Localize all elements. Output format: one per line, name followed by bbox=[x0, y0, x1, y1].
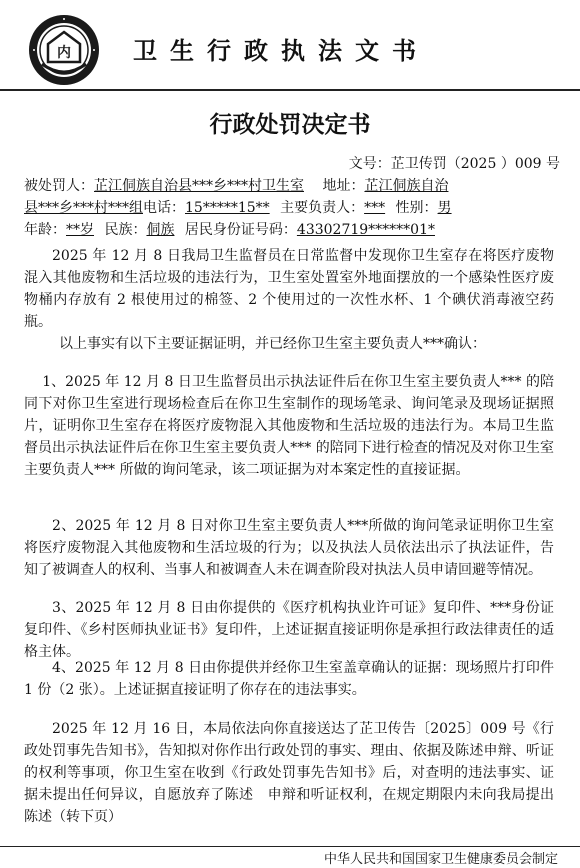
notice-paragraph: 2025 年 12 月 16 日，本局依法向你直接送达了芷卫传告〔2025〕009 号《行政处罚事先告知书》，告知拟对你作出行政处罚的事实、理由、依据及陈述申辩、听证的权利等事项，你卫生室在收到《行政处罚事先告知书》后，对查明的违法事实、证据未提出任何异议，自愿放弃了陈述 申辩和听证权利，在规定期限内未向我局提出陈述（转下页） bbox=[24, 721, 554, 825]
footer-divider bbox=[0, 846, 580, 847]
party-line-1 bbox=[24, 175, 448, 197]
person-value: *** bbox=[364, 200, 386, 216]
address-part2: 县***乡***村***组 bbox=[24, 200, 143, 216]
phone-label: 电话： bbox=[143, 200, 185, 216]
age-label: 年龄： bbox=[24, 222, 66, 238]
evidence-item-3: 3、2025 年 12 月 8 日由你提供的《医疗机构执业许可证》复印件、***身份证复印件、《乡村医师执业证书》复印件，上述证据直接证明你是承担行政法律责任的适格主体。 bbox=[24, 600, 554, 660]
address-label: 地址： bbox=[322, 178, 365, 194]
phone-value: 15*****15** bbox=[185, 200, 270, 216]
person-label: 主要负责人： bbox=[280, 200, 365, 216]
document-title: 行政处罚决定书 bbox=[209, 112, 371, 138]
age-value: **岁 bbox=[66, 222, 94, 238]
header-divider bbox=[0, 89, 580, 91]
ethnic-value: 侗族 bbox=[146, 222, 175, 238]
address-part1: 芷江侗族自治 bbox=[364, 178, 449, 194]
footer-issuer: 中华人民共和国国家卫生健康委员会制定 bbox=[323, 852, 558, 867]
evidence-item-4: 4、2025 年 12 月 8 日由你提供并经你卫生室盖章确认的证据：现场照片打印件 1 份（2 张）。上述证据直接证明了你存在的违法事实。 bbox=[24, 660, 554, 698]
evidence-item-2: 2、2025 年 12 月 8 日对你卫生室主要负责人***所做的询问笔录证明你卫生室将医疗废物混入其他废物和生活垃圾的行为；以及执法人员依法出示了执法证件，告知了被调查人的权利、当事人和被调查人未在调查阶段对执法人员申请回避等情况。 bbox=[24, 518, 554, 578]
party-label: 被处罚人： bbox=[24, 178, 94, 194]
header-title: 卫生行政执法文书 bbox=[133, 37, 429, 65]
gender-label: 性别： bbox=[395, 200, 438, 216]
party-line-2 bbox=[24, 197, 452, 219]
ethnic-label: 民族： bbox=[104, 222, 147, 238]
health-inspection-emblem-icon bbox=[28, 14, 100, 86]
gender-value: 男 bbox=[437, 200, 452, 216]
document-header bbox=[0, 0, 580, 86]
party-name: 芷江侗族自治县***乡***村卫生室 bbox=[94, 178, 304, 194]
evidence-item-1: 1、2025 年 12 月 8 日卫生监督员出示执法证件后在你卫生室主要负责人*** 的陪同下对你卫生室进行现场检查后在你卫生室制作的现场笔录、询问笔录及现场证据照片，证明你卫生室存在将医疗废物混入其他废物和生活垃圾的违法行为。本局卫生监督员出示执法证件后在你卫生室主要负责人*** 的陪同下进行检查的情况及对你卫生室主要负责人*** 所做的询问笔录，该二项证据为对本案定性的直接证据。 bbox=[24, 374, 554, 478]
svg-text:内: 内 bbox=[57, 45, 71, 61]
document-number: 文号：芷卫传罚（2025 ）009 号 bbox=[348, 156, 560, 172]
id-value: 43302719******01* bbox=[296, 222, 435, 238]
evidence-intro: 以上事实有以下主要证据证明，并已经你卫生室主要负责人***确认： bbox=[59, 336, 486, 352]
fact-paragraph: 2025 年 12 月 8 日我局卫生监督员在日常监督中发现你卫生室存在将医疗废物混入其他废物和生活垃圾的违法行为，卫生室处置室外地面摆放的一个感染性医疗废物桶内存放有 2 根使用过的棉签、2 个使用过的一次性水杯、1 个碘伏消毒液空药瓶。 bbox=[24, 248, 554, 330]
id-label: 居民身份证号码： bbox=[184, 222, 297, 238]
party-line-3 bbox=[24, 219, 435, 241]
